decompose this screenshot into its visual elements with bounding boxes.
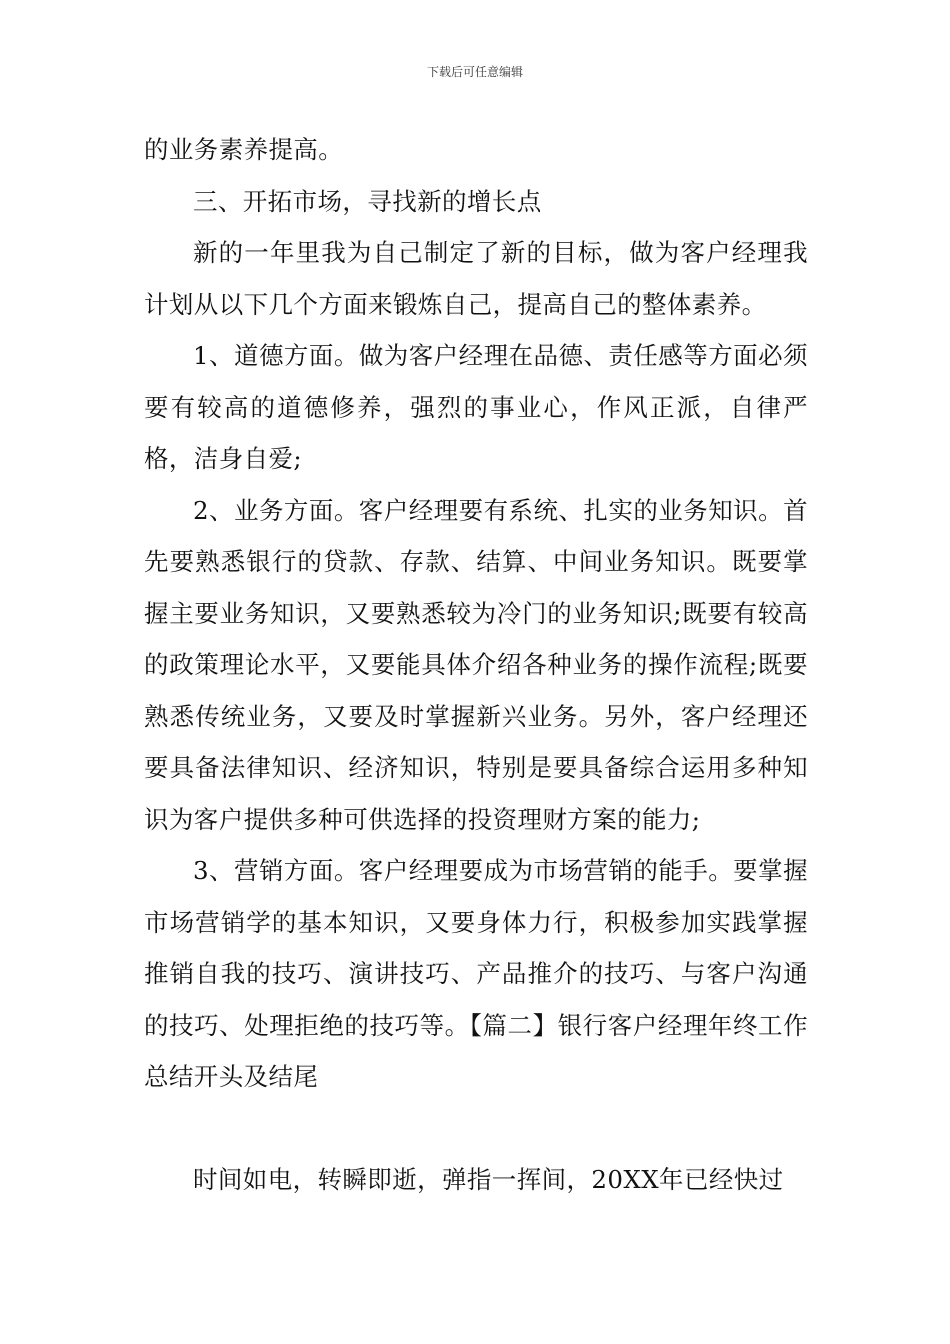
page-header: 下载后可任意编辑 (426, 65, 523, 79)
paragraph-new-goals: 新的一年里我为自己制定了新的目标，做为客户经理我计划从以下几个方面来锻炼自己，提高自己的整体素养。 (144, 238, 808, 319)
paragraph-marketing: 3、营销方面。客户经理要成为市场营销的能手。要掌握市场营销学的基本知识，又要身体力行，积极参加实践掌握推销自我的技巧、演讲技巧、产品推介的技巧、与客户沟通的技巧、处理拒绝的技巧等。【篇二】银行客户经理年终工作总结开头及结尾 (144, 856, 808, 1091)
paragraph-business: 2、业务方面。客户经理要有系统、扎实的业务知识。首先要熟悉银行的贷款、存款、结算、中间业务知识。既要掌握主要业务知识，又要熟悉较为冷门的业务知识;既要有较高的政策理论水平，又要能具体介绍各种业务的操作流程;既要熟悉传统业务，又要及时掌握新兴业务。另外，客户经理还要具备法律知识、经济知识，特别是要具备综合运用多种知识为客户提供多种可供选择的投资理财方案的能力; (144, 495, 808, 834)
document-body (144, 124, 808, 1206)
section-heading-3: 三、开拓市场，寻找新的增长点 (193, 186, 542, 216)
blank-line (144, 1103, 808, 1155)
paragraph-opening: 时间如电，转瞬即逝，弹指一挥间，20XX年已经快过 (193, 1165, 784, 1194)
paragraph-ethics: 1、道德方面。做为客户经理在品德、责任感等方面必须要有较高的道德修养，强烈的事业心，作风正派，自律严格，洁身自爱; (144, 341, 808, 473)
paragraph-continuation: 的业务素养提高。 (144, 135, 344, 164)
